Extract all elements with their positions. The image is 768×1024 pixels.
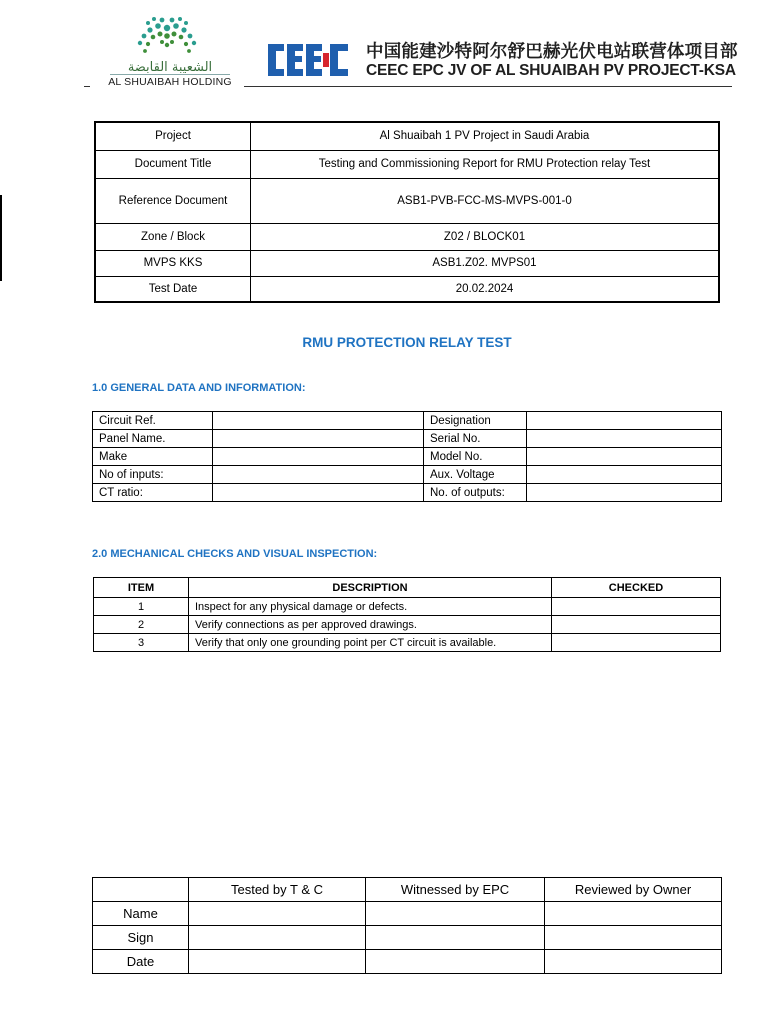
- header-title-chinese: 中国能建沙特阿尔舒巴赫光伏电站联营体项目部: [366, 42, 738, 62]
- signoff-cell[interactable]: [545, 950, 722, 974]
- field-value[interactable]: [213, 448, 424, 466]
- signoff-cell[interactable]: [545, 926, 722, 950]
- info-label: Project: [95, 122, 251, 150]
- signoff-cell[interactable]: [189, 926, 366, 950]
- table-row: [94, 598, 721, 616]
- info-label: Reference Document: [95, 178, 251, 223]
- info-row-document-title: [95, 150, 719, 178]
- margin-bar: [0, 195, 2, 281]
- info-label: Zone / Block: [95, 223, 251, 250]
- header-divider-left: [84, 86, 90, 87]
- info-value: ASB1.Z02. MVPS01: [251, 250, 720, 276]
- table-row: [93, 448, 722, 466]
- field-label: No. of outputs:: [424, 484, 527, 502]
- table-header-row: [93, 878, 722, 902]
- signoff-table: [92, 877, 722, 974]
- row-label-name: Name: [93, 902, 189, 926]
- column-header-item: ITEM: [94, 578, 189, 598]
- checked-cell[interactable]: [552, 598, 721, 616]
- signoff-cell[interactable]: [366, 950, 545, 974]
- field-label: Designation: [424, 412, 527, 430]
- column-header-tested: Tested by T & C: [189, 878, 366, 902]
- signoff-cell[interactable]: [189, 950, 366, 974]
- section-2-heading: 2.0 MECHANICAL CHECKS AND VISUAL INSPECTION:: [92, 548, 378, 560]
- checked-cell[interactable]: [552, 634, 721, 652]
- info-row-project: [95, 122, 719, 150]
- mechanical-checks-table: [93, 577, 721, 652]
- field-value[interactable]: [527, 466, 722, 484]
- info-label: Test Date: [95, 276, 251, 302]
- info-value: 20.02.2024: [251, 276, 720, 302]
- field-label: No of inputs:: [93, 466, 213, 484]
- field-label: Circuit Ref.: [93, 412, 213, 430]
- company-arabic-name: الشعيبة القابضة: [127, 60, 213, 75]
- section-1-heading: 1.0 GENERAL DATA AND INFORMATION:: [92, 382, 306, 394]
- signoff-cell[interactable]: [545, 902, 722, 926]
- table-header-row: [94, 578, 721, 598]
- table-row: [93, 926, 722, 950]
- field-value[interactable]: [213, 484, 424, 502]
- field-value[interactable]: [213, 412, 424, 430]
- ceec-logo-icon: [268, 40, 354, 80]
- info-label: MVPS KKS: [95, 250, 251, 276]
- document-info-table: [94, 121, 720, 303]
- info-value: Al Shuaibah 1 PV Project in Saudi Arabia: [251, 122, 720, 150]
- field-value[interactable]: [527, 430, 722, 448]
- item-description: Verify that only one grounding point per CT circuit is available.: [189, 634, 552, 652]
- signoff-cell[interactable]: [189, 902, 366, 926]
- checked-cell[interactable]: [552, 616, 721, 634]
- item-description: Verify connections as per approved drawings.: [189, 616, 552, 634]
- field-label: Serial No.: [424, 430, 527, 448]
- field-value[interactable]: [527, 484, 722, 502]
- al-shuaibah-logo: [92, 14, 242, 90]
- field-label: Model No.: [424, 448, 527, 466]
- header-divider: [244, 86, 732, 87]
- info-label: Document Title: [95, 150, 251, 178]
- general-data-table: [92, 411, 722, 502]
- field-label: Make: [93, 448, 213, 466]
- signoff-cell[interactable]: [366, 902, 545, 926]
- column-header-reviewed: Reviewed by Owner: [545, 878, 722, 902]
- table-row: [93, 466, 722, 484]
- info-row-reference: [95, 178, 719, 223]
- field-value[interactable]: [527, 448, 722, 466]
- field-label: CT ratio:: [93, 484, 213, 502]
- field-label: Aux. Voltage: [424, 466, 527, 484]
- column-header-description: DESCRIPTION: [189, 578, 552, 598]
- table-row: [94, 634, 721, 652]
- field-label: Panel Name.: [93, 430, 213, 448]
- header-title-english: CEEC EPC JV OF AL SHUAIBAH PV PROJECT-KSA: [366, 62, 736, 79]
- company-english-name: AL SHUAIBAH HOLDING: [108, 76, 232, 88]
- ceec-logo: [268, 40, 354, 80]
- item-number: 3: [94, 634, 189, 652]
- row-label-sign: Sign: [93, 926, 189, 950]
- info-value: Testing and Commissioning Report for RMU Protection relay Test: [251, 150, 720, 178]
- column-header-witnessed: Witnessed by EPC: [366, 878, 545, 902]
- page-title: RMU PROTECTION RELAY TEST: [302, 335, 512, 350]
- table-row: [93, 950, 722, 974]
- info-row-zone: [95, 223, 719, 250]
- row-label-date: Date: [93, 950, 189, 974]
- info-value: ASB1-PVB-FCC-MS-MVPS-001-0: [251, 178, 720, 223]
- item-number: 2: [94, 616, 189, 634]
- signoff-cell[interactable]: [366, 926, 545, 950]
- palm-tree-icon: [92, 14, 242, 64]
- field-value[interactable]: [527, 412, 722, 430]
- column-header-checked: CHECKED: [552, 578, 721, 598]
- field-value[interactable]: [213, 466, 424, 484]
- table-row: [93, 430, 722, 448]
- info-value: Z02 / BLOCK01: [251, 223, 720, 250]
- table-row: [93, 412, 722, 430]
- item-number: 1: [94, 598, 189, 616]
- blank-corner: [93, 878, 189, 902]
- field-value[interactable]: [213, 430, 424, 448]
- info-row-test-date: [95, 276, 719, 302]
- table-row: [94, 616, 721, 634]
- table-row: [93, 484, 722, 502]
- table-row: [93, 902, 722, 926]
- item-description: Inspect for any physical damage or defects.: [189, 598, 552, 616]
- info-row-mvps-kks: [95, 250, 719, 276]
